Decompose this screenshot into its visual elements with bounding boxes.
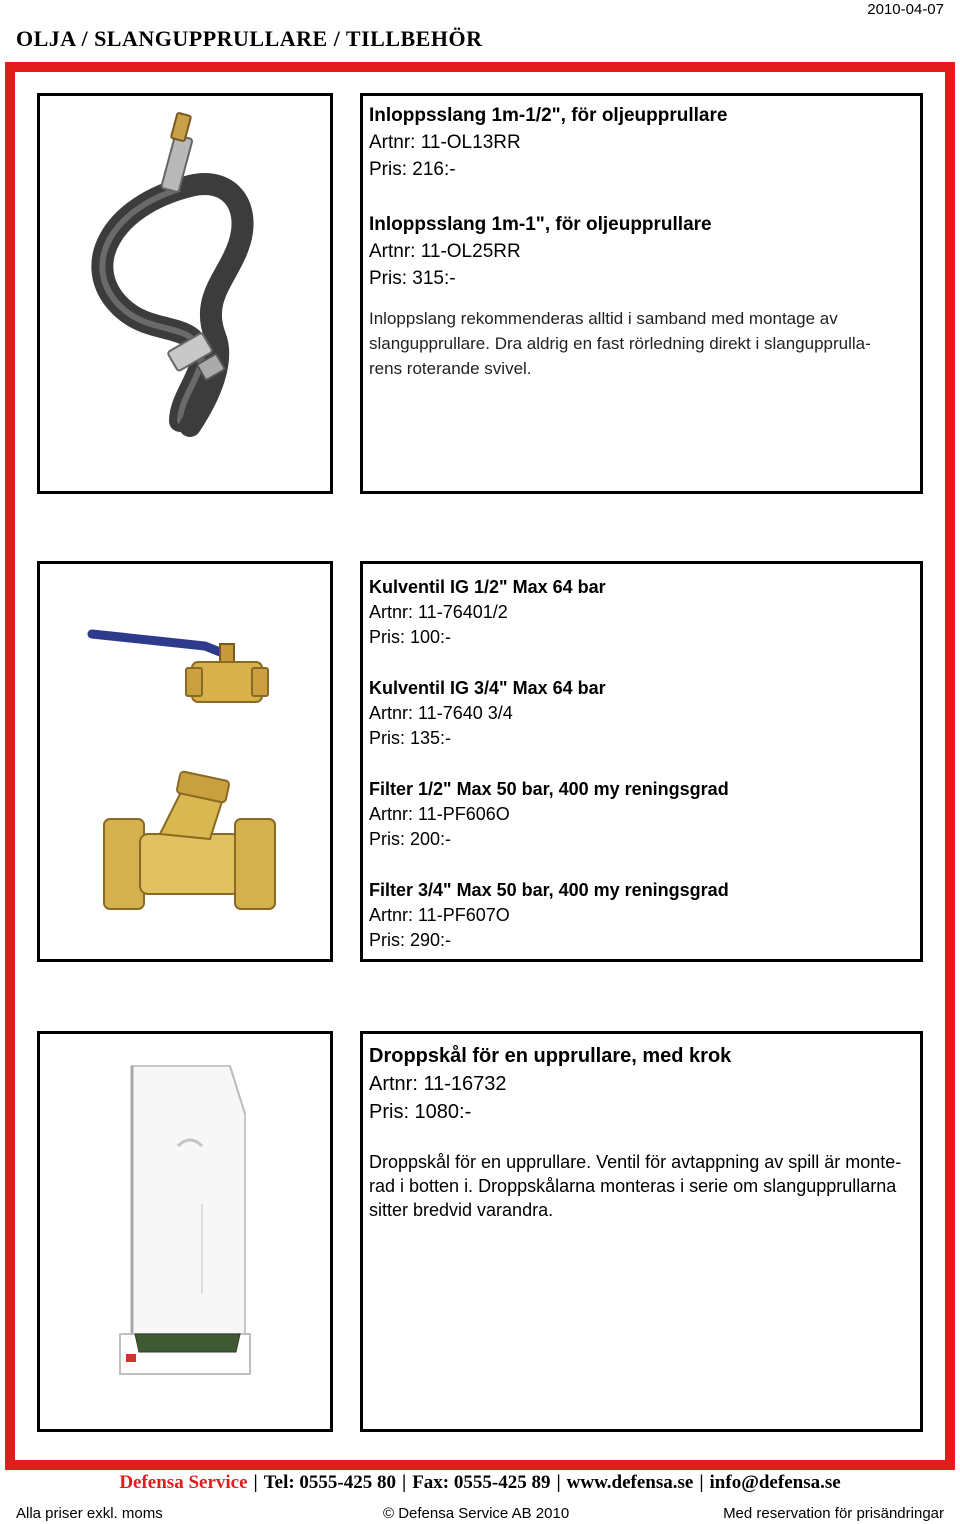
price-disclaimer: Med reservation för prisändringar [723, 1505, 944, 1522]
product-name: Filter 3/4" Max 50 bar, 400 my reningsgrad [369, 880, 729, 900]
article-number: Artnr: 11-OL25RR [369, 241, 521, 262]
article-number: Artnr: 11-7640 3/4 [369, 703, 513, 723]
product-name: Droppskål för en upprullare, med krok [369, 1045, 732, 1067]
article-number: Artnr: 11-16732 [369, 1073, 507, 1095]
price: Pris: 315:- [369, 268, 456, 289]
product-name: Inloppsslang 1m-1/2", för oljeupprullare [369, 105, 728, 126]
hose-icon [40, 96, 330, 491]
note-line: Inloppslang rekommenderas alltid i samband med montage av [369, 309, 838, 328]
description-line: sitter bredvid varandra. [369, 1200, 554, 1220]
drip-tray-image-box [37, 1031, 333, 1432]
article-number: Artnr: 11-PF607O [369, 905, 510, 925]
article-number: Artnr: 11-OL13RR [369, 132, 521, 153]
article-number: Artnr: 11-PF606O [369, 804, 510, 824]
price: Pris: 216:- [369, 159, 456, 180]
contact-footer: Defensa Service | Tel: 0555-425 80 | Fax: 0555-425 89 | www.defensa.se | info@defensa.se [119, 1472, 841, 1493]
drip-tray-info-box [360, 1031, 923, 1432]
product-name: Inloppsslang 1m-1", för oljeupprullare [369, 214, 712, 235]
brand-name: Defensa Service [119, 1472, 248, 1493]
vat-note: Alla priser exkl. moms [16, 1505, 163, 1522]
price: Pris: 200:- [369, 829, 452, 849]
fax-number: Fax: 0555-425 89 [412, 1472, 551, 1493]
copyright: © Defensa Service AB 2010 [383, 1505, 570, 1522]
page-title: OLJA / SLANGUPPRULLARE / TILLBEHÖR [16, 26, 483, 51]
hose-info-box [360, 93, 923, 494]
note-line: slangupprullare. Dra aldrig en fast rörledning direkt i slangupprulla- [369, 334, 871, 353]
price: Pris: 1080:- [369, 1101, 472, 1123]
article-number: Artnr: 11-76401/2 [369, 602, 508, 622]
document-date: 2010-04-07 [867, 1, 944, 18]
website-link[interactable]: www.defensa.se [566, 1472, 694, 1493]
phone-number: Tel: 0555-425 80 [263, 1472, 397, 1493]
y-filter-icon [40, 764, 330, 934]
description-line: rad i botten i. Droppskålarna monteras i serie om slangupprullarna [369, 1176, 897, 1196]
price: Pris: 135:- [369, 728, 452, 748]
product-name: Filter 1/2" Max 50 bar, 400 my reningsgrad [369, 779, 729, 799]
valve-image-box [37, 561, 333, 962]
valve-info-box [360, 561, 923, 962]
drip-tray-icon [40, 1034, 330, 1429]
note-line: rens roterande svivel. [369, 359, 532, 378]
email-link[interactable]: info@defensa.se [709, 1472, 841, 1493]
product-name: Kulventil IG 1/2" Max 64 bar [369, 577, 606, 597]
description-line: Droppskål för en upprullare. Ventil för avtappning av spill är monte- [369, 1152, 902, 1172]
price: Pris: 290:- [369, 930, 452, 950]
price: Pris: 100:- [369, 627, 452, 647]
product-name: Kulventil IG 3/4" Max 64 bar [369, 678, 606, 698]
hose-image-box [37, 93, 333, 494]
